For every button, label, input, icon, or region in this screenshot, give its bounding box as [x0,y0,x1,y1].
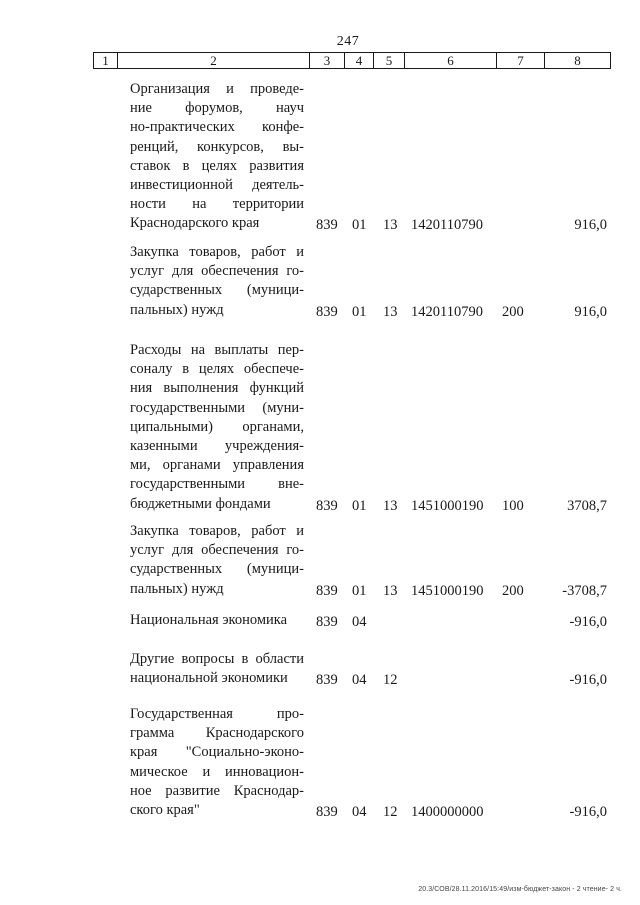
target-article-code-cell: 1420110790 [411,217,483,234]
column-header-7: 7 [497,53,545,69]
amount-cell: -916,0 [569,804,607,820]
description-line: сударственных (муници- [130,561,304,578]
description-line: ния выполнения функций [130,380,304,397]
row-description [130,611,304,630]
amount-cell: 916,0 [574,217,607,234]
description-line: казенными учреждения- [130,438,304,455]
description-line: инвестиционной деятель- [130,177,304,194]
description-line: ципальными) органами, [130,418,304,435]
description-line: национальной экономики [130,670,288,687]
description-line: но-практических конфе- [130,119,304,136]
column-header-5: 5 [374,53,405,69]
description-line: услуг для обеспечения го- [130,263,304,280]
expense-type-code-cell: 100 [502,497,524,514]
row-description [130,650,304,688]
description-line: Национальная экономика [130,612,288,628]
expense-type-code-cell: 200 [502,582,524,599]
description-line: ского края" [130,802,200,819]
column-header-3: 3 [310,53,345,69]
section-code-cell: 04 [352,804,367,820]
description-line: Краснодарского края [130,215,260,232]
section-code-cell: 01 [352,303,367,320]
description-line: Организация и проведе- [130,81,304,97]
expense-type-code-cell: 200 [502,303,524,320]
description-line: ми, органами управления [130,457,304,474]
description-line: государственными (муни- [130,399,304,416]
description-line: услуг для обеспечения го- [130,542,304,559]
page-number: 247 [336,34,360,49]
column-header-2: 2 [118,53,310,69]
section-code-cell: 04 [352,614,367,630]
amount-cell: -916,0 [569,672,607,689]
target-article-code-cell: 1400000000 [411,804,484,820]
description-line: Расходы на выплаты пер- [130,342,304,358]
description-line: соналу в целях обеспече- [130,361,304,378]
description-line: пальных) нужд [130,301,224,318]
target-article-code-cell: 1420110790 [411,303,483,320]
subsection-code-cell: 13 [383,303,398,320]
description-line: ние форумов, науч [130,100,304,117]
amount-cell: -916,0 [569,614,607,630]
target-article-code-cell: 1451000190 [411,497,484,514]
column-header-4: 4 [345,53,374,69]
description-line: ности на территории [130,196,304,213]
admin-code-cell: 839 [316,217,338,234]
column-number-header [93,52,611,69]
description-line: мическое и инновацион- [130,763,304,780]
row-description [130,705,304,820]
description-line: Закупка товаров, работ и [130,244,304,260]
amount-cell: 3708,7 [567,497,607,514]
admin-code-cell: 839 [316,582,338,599]
description-line: ное развитие Краснодар- [130,782,304,799]
section-code-cell: 01 [352,217,367,234]
document-footer-stamp: 20.3/СОВ/28.11.2016/15:49/изм-бюджет-закон - 2 чтение- 2 ч. [418,886,622,893]
description-line: Закупка товаров, работ и [130,523,304,539]
admin-code-cell: 839 [316,497,338,514]
row-description [130,341,304,514]
row-description [130,80,304,234]
subsection-code-cell: 12 [383,672,398,689]
admin-code-cell: 839 [316,804,338,820]
description-line: сударственных (муници- [130,282,304,299]
description-line: Государственная про- [130,706,304,722]
subsection-code-cell: 13 [383,582,398,599]
description-line: пальных) нужд [130,580,224,597]
amount-cell: 916,0 [574,303,607,320]
section-code-cell: 04 [352,672,367,689]
row-description [130,243,304,320]
admin-code-cell: 839 [316,672,338,689]
subsection-code-cell: 13 [383,497,398,514]
subsection-code-cell: 12 [383,804,398,820]
description-line: бюджетными фондами [130,495,271,512]
section-code-cell: 01 [352,497,367,514]
admin-code-cell: 839 [316,614,338,630]
description-line: грамма Краснодарского [130,725,304,742]
column-header-6: 6 [405,53,497,69]
row-description [130,522,304,599]
subsection-code-cell: 13 [383,217,398,234]
description-line: государственными вне- [130,476,304,493]
description-line: ренций, конкурсов, вы- [130,138,304,155]
target-article-code-cell: 1451000190 [411,582,484,599]
section-code-cell: 01 [352,582,367,599]
column-header-8: 8 [545,53,611,69]
description-line: ставок в целях развития [130,157,304,174]
column-header-1: 1 [94,53,118,69]
description-line: Другие вопросы в области [130,651,304,667]
amount-cell: -3708,7 [562,582,607,599]
admin-code-cell: 839 [316,303,338,320]
description-line: края "Социально-эконо- [130,744,304,761]
